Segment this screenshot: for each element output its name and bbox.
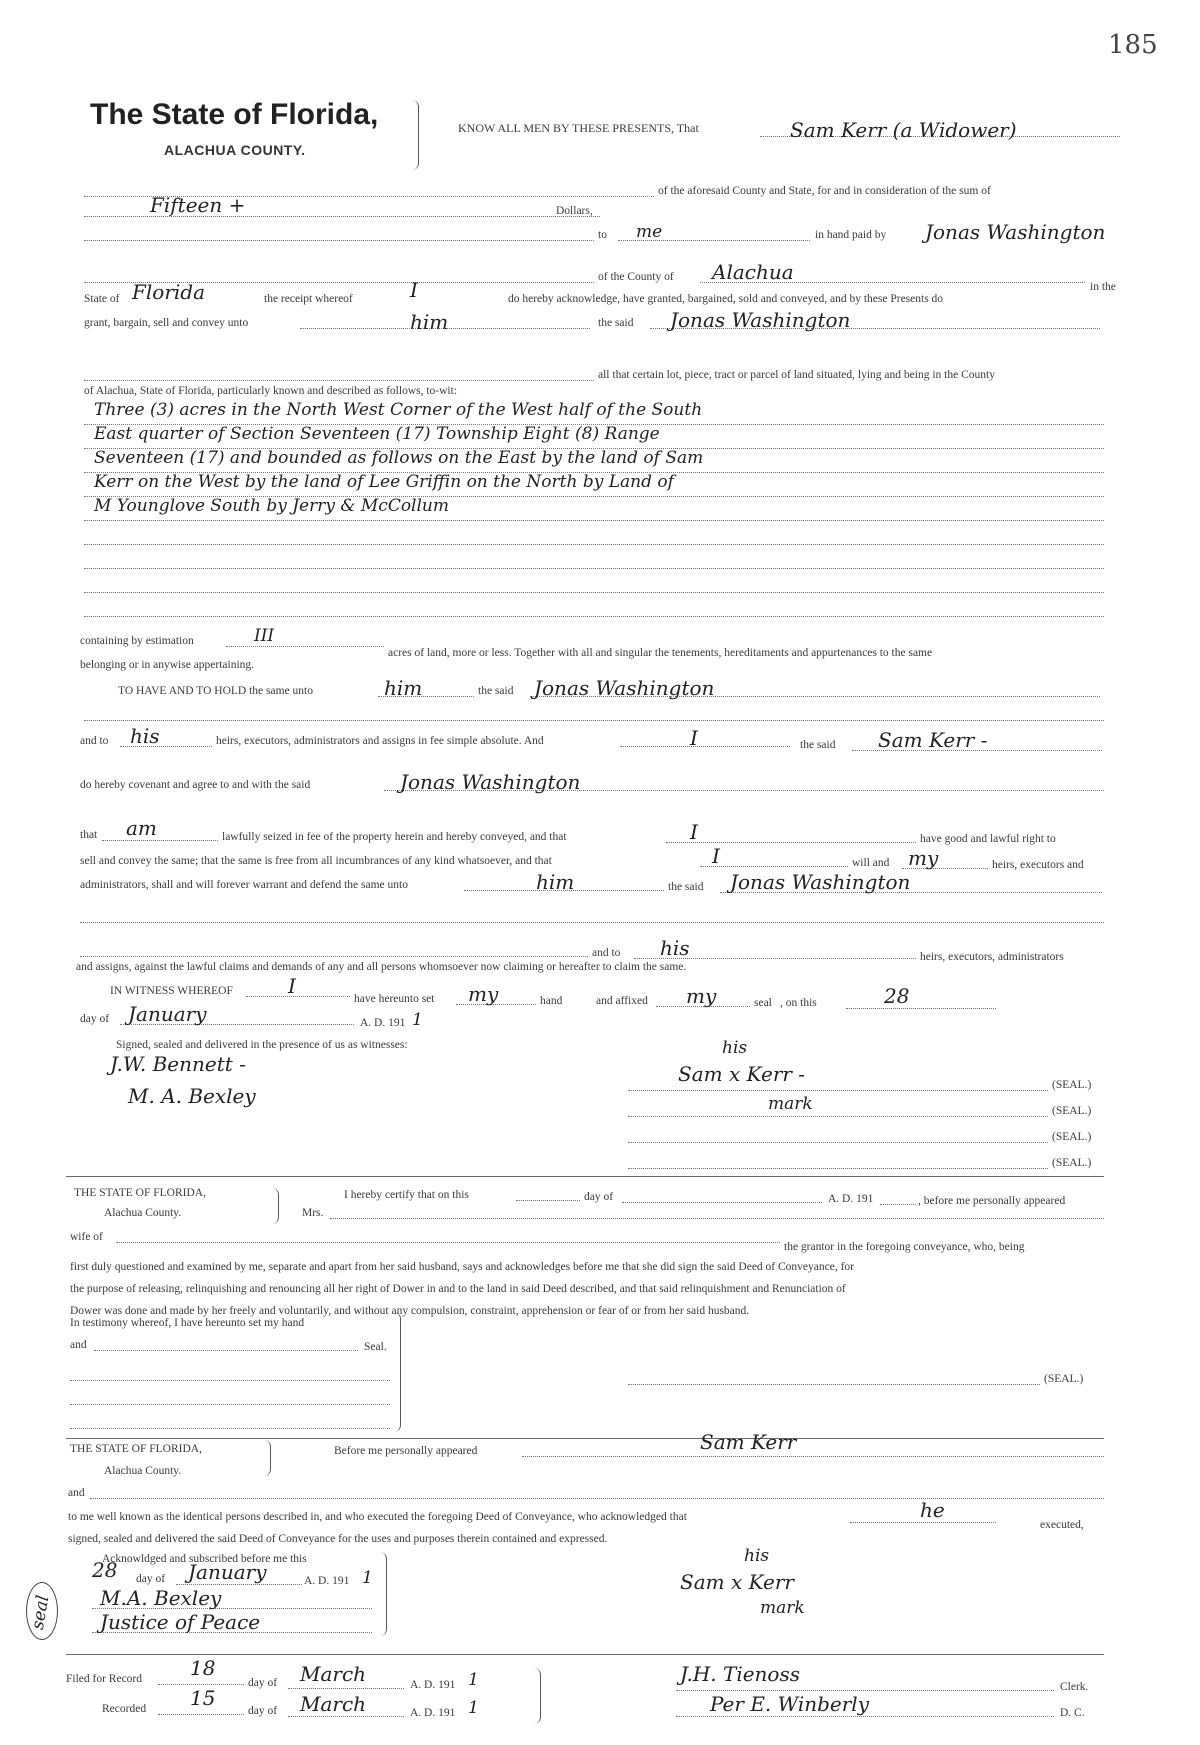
hand-text: hand xyxy=(540,995,563,1007)
ack-signature: Sam x Kerr xyxy=(680,1570,794,1594)
seal-label: (SEAL.) xyxy=(1052,1157,1092,1169)
wife-of-text: wife of xyxy=(70,1231,103,1243)
signature-line xyxy=(628,1168,1048,1169)
ack-brace xyxy=(264,1440,271,1476)
before-me-text: Before me personally appeared xyxy=(334,1445,478,1457)
wife-state-text: THE STATE OF FLORIDA, xyxy=(74,1187,206,1199)
section-divider xyxy=(66,1438,1104,1439)
wife-county-text: Alachua County. xyxy=(104,1207,182,1219)
rule-line xyxy=(84,616,1104,617)
description-line: Kerr on the West by the land of Lee Griffin on the North by Land of xyxy=(94,472,674,492)
county-handwritten: Alachua xyxy=(712,260,794,284)
day-of-text: day of xyxy=(248,1677,278,1689)
ack-month-handwritten: January xyxy=(188,1560,267,1584)
his-mark-top: his xyxy=(722,1038,748,1058)
unto-handwritten: him xyxy=(410,310,449,334)
know-all-text: KNOW ALL MEN BY THESE PRESENTS, That xyxy=(458,121,699,135)
witness2-signature: M. A. Bexley xyxy=(128,1084,256,1108)
clerk-text: Clerk. xyxy=(1060,1681,1089,1693)
receipt-handwritten: I xyxy=(410,278,418,302)
acknowledged-text: Acknowldged and subscribed before me this xyxy=(102,1553,307,1565)
covenant-handwritten: Jonas Washington xyxy=(400,770,581,794)
witness-handwritten: I xyxy=(288,974,296,998)
ad-text: A. D. 191 xyxy=(410,1707,456,1719)
rec-day-handwritten: 15 xyxy=(190,1686,216,1710)
clerk-signature: J.H. Tienoss xyxy=(680,1662,800,1686)
day-handwritten: 28 xyxy=(884,984,910,1008)
rule-line xyxy=(80,922,1104,923)
amount-handwritten: Fifteen + xyxy=(150,193,246,217)
acres-handwritten: III xyxy=(254,626,275,646)
description-line: M Younglove South by Jerry & McCollum xyxy=(94,496,449,516)
and-line xyxy=(620,746,790,747)
seal-label: (SEAL.) xyxy=(1052,1079,1092,1091)
in-witness-text: IN WITNESS WHEREOF xyxy=(110,985,233,997)
county-subtitle: ALACHUA COUNTY. xyxy=(164,142,306,158)
section-divider xyxy=(66,1654,1104,1655)
sell-handwritten: I xyxy=(712,844,720,868)
lawfully-text: lawfully seized in fee of the property herein and hereby conveyed, and that xyxy=(222,831,567,843)
description-line: East quarter of Section Seventeen (17) Township Eight (8) Range xyxy=(94,424,660,444)
to-have-text: TO HAVE AND TO HOLD the same unto xyxy=(118,685,313,697)
ad-text: A. D. 191 xyxy=(410,1679,456,1691)
grantor-signature: Sam x Kerr - xyxy=(678,1062,806,1086)
seal-text: Seal. xyxy=(364,1341,387,1353)
on-this-text: , on this xyxy=(780,997,817,1009)
dollars-text: Dollars, xyxy=(556,205,593,217)
day-line xyxy=(622,1202,822,1203)
that-text: that xyxy=(80,829,98,841)
his-handwritten: his xyxy=(130,724,160,748)
aforesaid-text: of the aforesaid County and State, for and in consideration of the sum of xyxy=(658,185,991,197)
seal-line xyxy=(628,1384,1040,1385)
month-handwritten: January xyxy=(128,1002,207,1026)
grant-unto-text: grant, bargain, sell and convey unto xyxy=(84,317,249,329)
filed-year-handwritten: 1 xyxy=(468,1670,479,1690)
ack-his-top: his xyxy=(744,1546,770,1566)
that-line xyxy=(666,842,916,843)
wife-brace xyxy=(272,1188,279,1224)
to-text: to xyxy=(598,229,607,241)
all-that-text: all that certain lot, piece, tract or parcel of land situated, lying and being in the County xyxy=(598,369,995,381)
wife-cert-line: the purpose of releasing, relinquishing and renouncing all her right of Dower in and to the land in said Deed described, and that said relinquishment and Renunciation of xyxy=(70,1283,846,1295)
certify-text: I hereby certify that on this xyxy=(344,1189,469,1201)
and-to-text: and to xyxy=(592,947,621,959)
containing-text: containing by estimation xyxy=(80,635,194,647)
and-affixed-text: and affixed xyxy=(596,995,648,1007)
signature-line xyxy=(628,1090,1048,1091)
grantee2-handwritten: Jonas Washington xyxy=(534,676,715,700)
acres-line xyxy=(226,646,384,647)
seal-text: seal xyxy=(754,997,772,1009)
rec-month-line xyxy=(288,1716,404,1717)
filed-month-line xyxy=(288,1688,404,1689)
blank-line xyxy=(70,1404,390,1405)
clerk-line xyxy=(676,1690,1054,1691)
justice-name-handwritten: M.A. Bexley xyxy=(100,1586,222,1610)
my-handwritten: my xyxy=(908,846,939,870)
dc-line xyxy=(676,1716,1054,1717)
header-brace xyxy=(412,100,419,170)
and-handwritten: I xyxy=(690,726,698,750)
testimony-text: In testimony whereof, I have hereunto set my hand xyxy=(70,1317,305,1329)
have-good-text: have good and lawful right to xyxy=(920,833,1056,845)
receipt-text: the receipt whereof xyxy=(264,293,353,305)
ack-mark-label: mark xyxy=(760,1598,805,1618)
rec-month-handwritten: March xyxy=(300,1692,367,1716)
description-line: Seventeen (17) and bounded as follows on the East by the land of Sam xyxy=(94,448,704,468)
and-assigns-text: and assigns, against the lawful claims and demands of any and all persons whomsoever now claiming or hereafter to claim the same. xyxy=(76,961,687,973)
and-to-text: and to xyxy=(80,735,109,747)
acres-text: acres of land, more or less. Together with all and singular the tenements, hereditaments and appurtenances to the same xyxy=(388,647,933,659)
seal-label: (SEAL.) xyxy=(1052,1105,1092,1117)
that-handwritten: I xyxy=(690,820,698,844)
signed-sealed-text: signed, sealed and delivered the said Deed of Conveyance for the uses and purposes therein contained and expressed. xyxy=(68,1533,608,1545)
certify-line xyxy=(516,1200,580,1201)
blank-line xyxy=(84,240,594,241)
ack-date-brace xyxy=(380,1552,387,1636)
ad-text: A. D. 191 xyxy=(304,1575,350,1587)
rec-day-line xyxy=(158,1714,244,1715)
ack-county-text: Alachua County. xyxy=(104,1465,182,1477)
grantor2-handwritten: Sam Kerr - xyxy=(878,728,988,752)
am-line xyxy=(102,840,218,841)
filed-day-handwritten: 18 xyxy=(190,1656,216,1680)
witness1-signature: J.W. Bennett - xyxy=(110,1052,246,1076)
and-text: and xyxy=(68,1487,85,1499)
rule-line xyxy=(84,568,1104,569)
day-of-text: day of xyxy=(136,1573,166,1585)
mark-label: mark xyxy=(768,1094,813,1114)
wife-seal-label: (SEAL.) xyxy=(1044,1373,1084,1385)
blank-line xyxy=(80,956,588,957)
heirs-admin-text: heirs, executors, administrators xyxy=(920,951,1064,963)
ad-text: A. D. 191 xyxy=(828,1193,874,1205)
set-handwritten: my xyxy=(468,982,499,1006)
rule-line xyxy=(84,720,1104,721)
the-said-text: the said xyxy=(598,317,634,329)
page-number: 185 xyxy=(1108,30,1158,60)
will-and-text: will and xyxy=(852,857,890,869)
and-line xyxy=(90,1498,1104,1499)
dc-signature: Per E. Winberly xyxy=(710,1692,870,1716)
dc-text: D. C. xyxy=(1060,1707,1085,1719)
ack-state-text: THE STATE OF FLORIDA, xyxy=(70,1443,202,1455)
hand-paid-text: in hand paid by xyxy=(815,229,887,241)
the-said-text: the said xyxy=(668,881,704,893)
mrs-line xyxy=(330,1218,1104,1219)
day-of-text: day of xyxy=(584,1191,614,1203)
blank-line xyxy=(70,1428,390,1429)
sell-convey-text: sell and convey the same; that the same is free from all incumbrances of any kind whatsoever, and that xyxy=(80,855,552,867)
year-line xyxy=(880,1204,916,1205)
in-the-text: in the xyxy=(1090,281,1116,293)
witness-line xyxy=(246,996,350,997)
state-handwritten: Florida xyxy=(132,280,205,304)
ack-month-line xyxy=(176,1584,302,1585)
testimony-brace xyxy=(394,1312,401,1432)
seal-word: seal xyxy=(27,1593,54,1632)
am-handwritten: am xyxy=(126,816,157,840)
filed-day-line xyxy=(158,1684,244,1685)
filed-month-handwritten: March xyxy=(300,1662,367,1686)
description-line: Three (3) acres in the North West Corner of the West half of the South xyxy=(94,400,703,420)
the-said-text: the said xyxy=(800,739,836,751)
blank-line xyxy=(84,380,594,381)
signed-sealed-text: Signed, sealed and delivered in the presence of us as witnesses: xyxy=(116,1039,408,1051)
covenant-text: do hereby covenant and agree to and with the said xyxy=(80,779,311,791)
grantor-in-text: the grantor in the foregoing conveyance, who, being xyxy=(784,1241,1025,1253)
affixed-handwritten: my xyxy=(686,984,717,1008)
day-of-text: day of xyxy=(248,1705,278,1717)
day-of-text: day of xyxy=(80,1013,110,1025)
ack-day-handwritten: 28 xyxy=(92,1558,118,1582)
section-divider xyxy=(66,1176,1104,1177)
state-title: The State of Florida, xyxy=(90,98,379,131)
rule-line xyxy=(84,592,1104,593)
administrators-text: administrators, shall and will forever warrant and defend the same unto xyxy=(80,879,408,891)
grantee3-handwritten: Jonas Washington xyxy=(730,870,911,894)
admin-handwritten: him xyxy=(536,870,575,894)
appeared-line xyxy=(522,1456,1104,1457)
state-of-text: State of xyxy=(84,293,120,305)
day-line xyxy=(846,1008,996,1009)
testimony-line xyxy=(94,1350,358,1351)
filing-brace xyxy=(534,1668,541,1724)
recorded-text: Recorded xyxy=(102,1703,147,1715)
rule-line xyxy=(84,544,1104,545)
wife-cert-line: Dower was done and made by her freely and voluntarily, and without any compulsion, constraint, apprehension or fear of or from her said husband. xyxy=(70,1305,750,1317)
of-county-text: of the County of xyxy=(598,271,674,283)
wife-cert-line: first duly questioned and examined by me, separate and apart from her said husband, says and acknowledges before me that she did sign the said Deed of Conveyance, for xyxy=(70,1261,854,1273)
he-handwritten: he xyxy=(920,1498,945,1522)
grantee-handwritten: Jonas Washington xyxy=(670,308,851,332)
heirs-assigns-text: heirs, executors, administrators and assigns in fee simple absolute. And xyxy=(216,735,544,747)
have-set-text: have hereunto set xyxy=(354,993,435,1005)
wife-of-line xyxy=(116,1242,780,1243)
acknowledge-text: do hereby acknowledge, have granted, bargained, sold and conveyed, and by these Presents do xyxy=(508,293,944,305)
justice-title-handwritten: Justice of Peace xyxy=(100,1610,261,1634)
year-handwritten: 1 xyxy=(412,1010,423,1030)
ad-text: A. D. 191 xyxy=(360,1017,406,1029)
signature-line xyxy=(628,1116,1048,1117)
belonging-text: belonging or in anywise appertaining. xyxy=(80,659,255,671)
of-alachua-text: of Alachua, State of Florida, particularly known and described as follows, to-wit: xyxy=(84,385,458,397)
his2-handwritten: his xyxy=(660,936,690,960)
to-have-handwritten: him xyxy=(384,676,423,700)
filed-text: Filed for Record xyxy=(66,1673,143,1685)
seal-label: (SEAL.) xyxy=(1052,1131,1092,1143)
payer-handwritten: Jonas Washington xyxy=(925,220,1106,244)
sell-line xyxy=(700,866,848,867)
rec-year-handwritten: 1 xyxy=(468,1698,479,1718)
the-said-text: the said xyxy=(478,685,514,697)
mrs-text: Mrs. xyxy=(302,1207,324,1219)
signature-line xyxy=(628,1142,1048,1143)
before-me-text: , before me personally appeared xyxy=(918,1195,1066,1207)
well-known-text: to me well known as the identical persons described in, and who executed the foregoing Deed of Conveyance, who acknowledged that xyxy=(68,1511,687,1523)
heirs-exec-text: heirs, executors and xyxy=(992,859,1084,871)
he-line xyxy=(850,1522,996,1523)
executed-text: executed, xyxy=(1040,1519,1084,1531)
grantor-handwritten: Sam Kerr (a Widower) xyxy=(790,118,1017,142)
blank-line xyxy=(70,1380,390,1381)
ack-year-handwritten: 1 xyxy=(362,1568,373,1588)
appeared-handwritten: Sam Kerr xyxy=(700,1430,797,1454)
rule-line xyxy=(84,520,1104,521)
and-text: and xyxy=(70,1339,87,1351)
to-handwritten: me xyxy=(636,222,663,242)
